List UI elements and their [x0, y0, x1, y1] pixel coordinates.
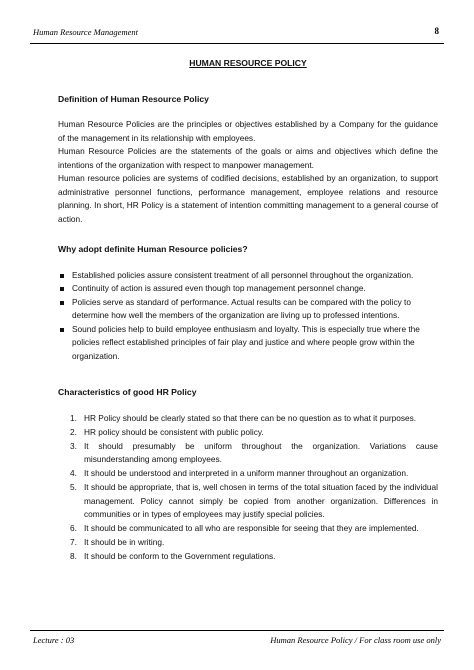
- why-adopt-list: [58, 269, 438, 364]
- list-item: [58, 440, 438, 467]
- document-title: HUMAN RESOURCE POLICY: [189, 58, 307, 68]
- list-item-text: It should presumably be uniform throughout the organization. Variations cause misunderstanding among employees.: [84, 440, 438, 464]
- definition-paragraph: Human Resource Policies are the principles or objectives established by a Company for the guidance of the management in its relationship with employees.: [58, 119, 438, 143]
- list-item-number: 6.: [70, 523, 77, 533]
- header-divider: [30, 43, 444, 44]
- list-item-text: It should be conform to the Government regulations.: [84, 551, 276, 561]
- list-item: [58, 550, 438, 564]
- list-item: [58, 426, 438, 440]
- list-item-number: 1.: [70, 412, 77, 423]
- list-item-number: 2.: [70, 426, 77, 437]
- section-heading-why-adopt: Why adopt definite Human Resource policies?: [58, 244, 248, 254]
- list-item-text: Sound policies help to build employee enthusiasm and loyalty. This is especially true where the policies reflect established principles of fair play and justice and where people grow within the organization.: [72, 323, 420, 361]
- running-header-title: Human Resource Management: [33, 27, 138, 37]
- list-item-text: HR Policy should be clearly stated so that there can be no question as to what it purposes.: [84, 412, 417, 423]
- list-item: [58, 481, 438, 522]
- list-item: [58, 522, 438, 536]
- list-item-text: HR policy should be consistent with public policy.: [84, 426, 264, 437]
- section-heading-definition: Definition of Human Resource Policy: [58, 93, 209, 104]
- page-body: [58, 57, 438, 564]
- list-item-text: It should be communicated to all who are responsible for seeing that they are implemented.: [84, 523, 419, 533]
- definition-paragraph: Human Resource Policies are the statements of the goals or aims and objectives which define the intentions of the organization with respect to manpower management.: [58, 146, 438, 170]
- list-item: [58, 323, 438, 364]
- list-item: [58, 269, 438, 283]
- definition-paragraph: Human resource policies are systems of codified decisions, established by an organization, to support administrative personnel functions, performance management, employee relations and resource planning. In short, HR Policy is a statement of intention committing management to a general course of action.: [58, 173, 438, 224]
- list-item: [58, 467, 438, 481]
- list-item-number: 8.: [70, 551, 77, 561]
- list-item-number: 7.: [70, 537, 77, 547]
- square-bullet-icon: [60, 287, 64, 291]
- footer-course-note: Human Resource Policy / For class room use only: [270, 635, 441, 645]
- list-item-text: It should be in writing.: [84, 537, 165, 547]
- list-item-text: Policies serve as standard of performance. Actual results can be compared with the policy to determine how well the members of the organization are living up to professed intentions.: [72, 296, 411, 320]
- list-item: [58, 536, 438, 550]
- square-bullet-icon: [60, 328, 64, 332]
- square-bullet-icon: [60, 274, 64, 278]
- list-item: [58, 296, 438, 323]
- list-item-text: It should be appropriate, that is, well chosen in terms of the total situation faced by the individual management. Policy cannot simply be copied from another organization. Differences in communities or in types of employees may justify special policies.: [84, 482, 438, 519]
- list-item-text: Established policies assure consistent treatment of all personnel throughout the organization.: [72, 269, 414, 280]
- list-item-text: It should be understood and interpreted in a uniform manner throughout an organization.: [84, 468, 409, 478]
- footer-divider: [30, 630, 444, 631]
- characteristics-list: [58, 412, 438, 564]
- square-bullet-icon: [60, 301, 64, 305]
- list-item: [58, 282, 438, 296]
- page-number: 8: [434, 26, 439, 36]
- list-item-text: Continuity of action is assured even though top management personnel change.: [72, 283, 366, 293]
- list-item-number: 3.: [70, 440, 77, 451]
- footer-lecture-label: Lecture : 03: [33, 635, 75, 645]
- list-item-number: 5.: [70, 482, 77, 492]
- section-heading-characteristics: Characteristics of good HR Policy: [58, 387, 197, 397]
- list-item: [58, 412, 438, 426]
- list-item-number: 4.: [70, 468, 77, 478]
